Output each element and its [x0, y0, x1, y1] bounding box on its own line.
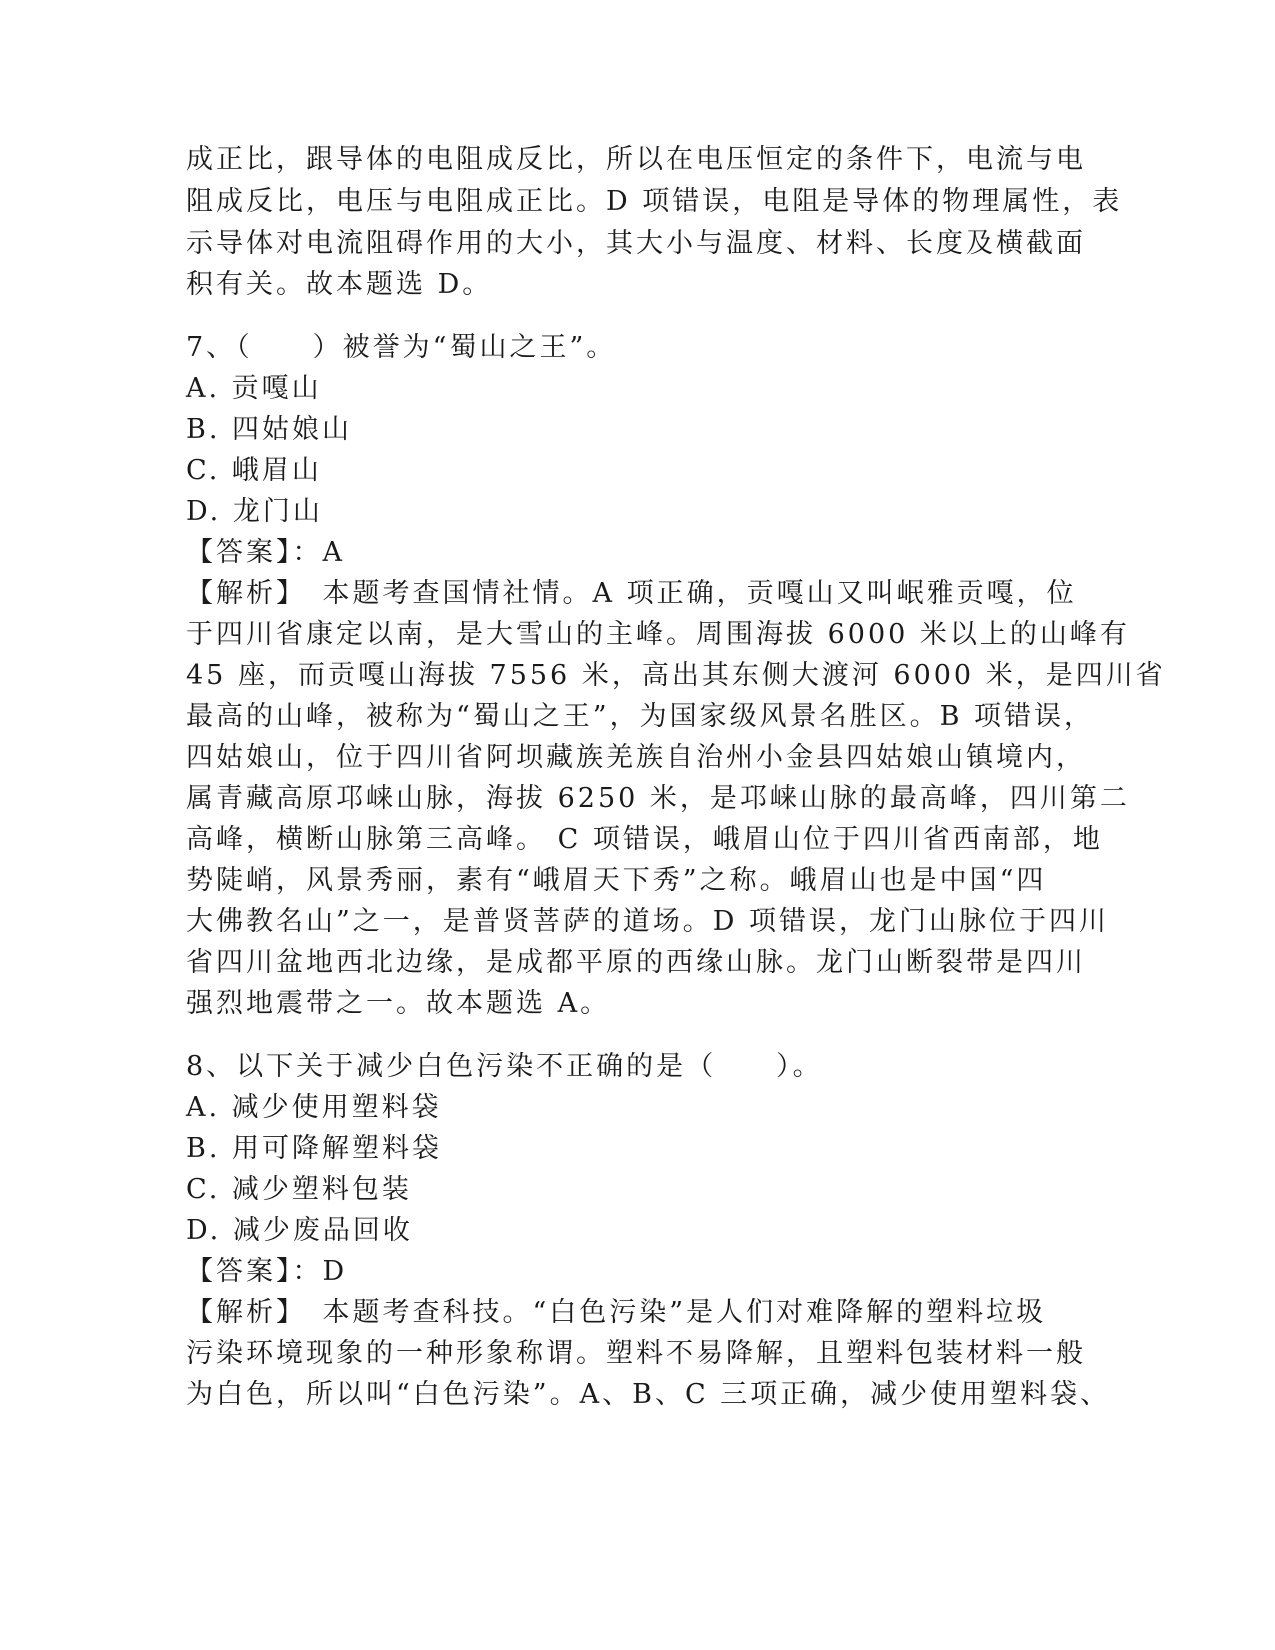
prev-explanation-line: 积有关。故本题选 D。 — [186, 269, 493, 300]
question-7-option-a: A. 贡嘎山 — [186, 373, 322, 404]
question-7-analysis-line: 四姑娘山，位于四川省阿坝藏族羌族自治州小金县四姑娘山镇境内， — [186, 742, 1086, 773]
question-7-analysis-line: 强烈地震带之一。故本题选 A。 — [186, 988, 611, 1019]
question-7-option-b: B. 四姑娘山 — [186, 414, 353, 445]
question-8-analysis-line: 【解析】 本题考查科技。“白色污染”是人们对难降解的塑料垃圾 — [186, 1297, 1047, 1328]
question-7-option-c: C. 峨眉山 — [186, 455, 322, 486]
question-7-analysis-line: 属青藏高原邛崃山脉，海拔 6250 米，是邛崃山脉的最高峰，四川第二 — [186, 783, 1130, 814]
prev-explanation-line: 示导体对电流阻碍作用的大小，其大小与温度、材料、长度及横截面 — [186, 228, 1086, 259]
question-7-stem: 7、（ ）被誉为“蜀山之王”。 — [186, 332, 617, 363]
question-7-analysis-line: 高峰，横断山脉第三高峰。 C 项错误，峨眉山位于四川省西南部，地 — [186, 824, 1103, 855]
question-8-analysis-line: 污染环境现象的一种形象称谓。塑料不易降解，且塑料包装材料一般 — [186, 1338, 1086, 1369]
prev-explanation-line: 成正比，跟导体的电阻成反比，所以在电压恒定的条件下，电流与电 — [186, 144, 1086, 175]
question-8-option-a: A. 减少使用塑料袋 — [186, 1092, 442, 1123]
question-7-analysis-line: 大佛教名山”之一，是普贤菩萨的道场。D 项错误，龙门山脉位于四川 — [186, 906, 1110, 937]
question-7-analysis-line: 省四川盆地西北边缘，是成都平原的西缘山脉。龙门山断裂带是四川 — [186, 947, 1086, 978]
question-7-analysis-line: 势陡峭，风景秀丽，素有“峨眉天下秀”之称。峨眉山也是中国“四 — [186, 865, 1047, 896]
question-8-stem: 8、以下关于减少白色污染不正确的是（ ）。 — [186, 1051, 823, 1082]
question-7-option-d: D. 龙门山 — [186, 496, 323, 527]
question-7-analysis-line: 45 座，而贡嘎山海拔 7556 米，高出其东侧大渡河 6000 米，是四川省 — [186, 660, 1166, 691]
question-8-analysis-line: 为白色，所以叫“白色污染”。A、B、C 三项正确，减少使用塑料袋、 — [186, 1379, 1111, 1410]
question-7-answer: 【答案】：A — [186, 537, 345, 568]
question-8-answer: 【答案】：D — [186, 1256, 348, 1287]
question-7-analysis-line: 最高的山峰，被称为“蜀山之王”，为国家级风景名胜区。B 项错误， — [186, 701, 1095, 732]
question-8-option-c: C. 减少塑料包装 — [186, 1174, 412, 1205]
question-7-analysis-line: 于四川省康定以南，是大雪山的主峰。周围海拔 6000 米以上的山峰有 — [186, 619, 1130, 650]
prev-explanation-line: 阻成反比，电压与电阻成正比。D 项错误，电阻是导体的物理属性，表 — [186, 186, 1123, 217]
question-8-option-d: D. 减少废品回收 — [186, 1215, 413, 1246]
question-7-analysis-line: 【解析】 本题考查国情社情。A 项正确，贡嘎山又叫岷雅贡嘎，位 — [186, 578, 1077, 609]
question-8-option-b: B. 用可降解塑料袋 — [186, 1133, 443, 1164]
